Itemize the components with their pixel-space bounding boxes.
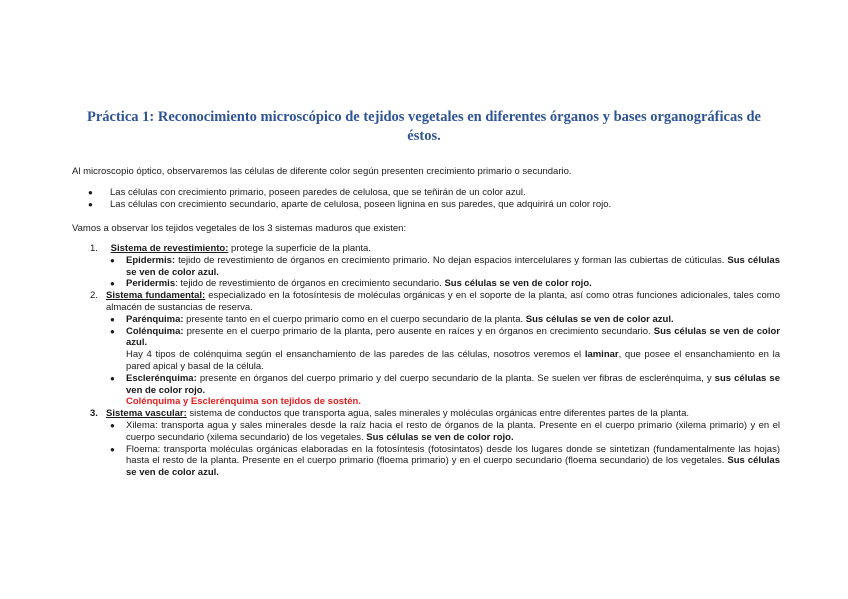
bullet-text: Las células con crecimiento primario, poseen paredes de celulosa, que se teñirán de un color azul. — [110, 187, 526, 198]
bullet-marker: ● — [88, 200, 93, 209]
colenquima-note — [108, 349, 780, 373]
tissue-term: Peridermis — [126, 278, 176, 290]
system-vascular — [72, 408, 780, 479]
item-number: 3. — [90, 408, 98, 420]
bullet-marker: ● — [110, 373, 115, 383]
system-desc: sistema de conductos que transporta agua, sales minerales y moléculas orgánicas entre diferentes partes de la planta. — [186, 408, 689, 420]
tissue-color: Sus células se ven de color rojo. — [444, 278, 592, 290]
tissue-color: Sus células se ven de color azul. — [126, 455, 780, 479]
tissue-term: Epidermis: — [126, 254, 176, 266]
tissue-text: presente en órganos del cuerpo primario y del cuerpo secundario de la planta. Se suelen ver fibras de esclerénquima, y — [196, 372, 715, 384]
list-item — [108, 255, 780, 279]
system-desc: protege la superficie de la planta. — [228, 243, 371, 254]
system-name: Sistema vascular: — [106, 408, 187, 420]
tissue-color: Sus células se ven de color azul. — [525, 313, 674, 325]
list-item — [108, 373, 780, 397]
list-item — [108, 278, 780, 290]
bullet-marker: ● — [110, 279, 115, 289]
intro-paragraph: Al microscopio óptico, observaremos las células de diferente color según presenten crecimiento primario o secundario. — [72, 166, 572, 177]
tissue-text: tejido de revestimiento de órganos en crecimiento primario. No dejan espacios intercelulares y forman las cubiertas de cúticulas. — [175, 254, 728, 266]
tissue-color: Sus células se ven de color azul. — [126, 254, 780, 278]
list-item — [108, 314, 780, 326]
bullet-text: Las células con crecimiento secundario, aparte de celulosa, poseen lignina en sus paredes, que adquirirá un color rojo. — [110, 199, 612, 210]
bullet-marker: ● — [110, 314, 115, 324]
note-bold-term: laminar — [584, 349, 619, 361]
tissue-text: presente en el cuerpo primario de la planta, pero ausente en raíces y en órganos en crecimiento secundario. — [183, 325, 654, 337]
tissue-term: Colénquima: — [126, 325, 184, 337]
tissue-color: sus células se ven de color rojo. — [126, 372, 780, 396]
system-name: Sistema fundamental: — [106, 290, 206, 302]
note-text: Hay 4 tipos de colénquima según el ensanchamiento de las paredes de las células, nosotros veremos el — [126, 349, 585, 361]
system-revestimiento — [72, 243, 780, 290]
systems-list — [72, 243, 780, 479]
bullet-marker: ● — [110, 444, 115, 454]
bullet-marker: ● — [110, 420, 115, 430]
tissue-color: Sus células se ven de color rojo. — [366, 431, 514, 443]
tissue-term: Parénquima: — [126, 313, 184, 325]
item-number: 2. — [90, 290, 98, 302]
tissue-text: Xilema: transporta agua y sales minerales desde la raíz hacia el resto de órganos de la planta. Presente en el cuerpo primario (xilema primario) y en el cuerpo secundario (xilema secundario) de los vegetales. — [126, 419, 780, 443]
system-desc: especializado en la fotosíntesis de moléculas orgánicas y en el soporte de la planta, así como otras funciones adicionales, tales como almacén de sustancias de reserva. — [106, 290, 781, 313]
tissue-text: presente tanto en el cuerpo primario como en el cuerpo secundario de la planta. — [183, 313, 526, 325]
bullet-marker: ● — [88, 188, 93, 197]
system-fundamental — [72, 290, 780, 408]
system-name: Sistema de revestimiento: — [110, 243, 229, 254]
systems-lead-text: Vamos a observar los tejidos vegetales de los 3 sistemas maduros que existen: — [72, 223, 407, 234]
bullet-marker: ● — [110, 326, 115, 336]
list-item — [72, 187, 772, 199]
tissue-text: : tejido de revestimiento de órganos en crecimiento secundario. — [175, 278, 445, 290]
note-text: , que posee el ensanchamiento en la pared apical y basal de la célula. — [126, 349, 781, 372]
tissue-text: Floema: transporta moléculas orgánicas elaboradas en la fotosíntesis (fotosintatos) desde los lugares donde se sintetizan (fundamentalmente las hojas) hasta el resto de la planta. Presente en el cuerpo primario (floema primario) y en el cuerpo secundario (floema secundario) de los vegetales. — [126, 443, 780, 467]
list-item — [108, 444, 780, 479]
list-item — [72, 199, 772, 211]
tissue-color: Sus células se ven de color azul. — [126, 325, 780, 349]
list-item — [108, 420, 780, 444]
item-number: 1. — [90, 243, 98, 254]
support-tissue-note: Colénquima y Esclerénquima son tejidos de sostén. — [126, 396, 361, 408]
list-item — [108, 326, 780, 350]
color-bullet-list — [72, 187, 772, 211]
tissue-term: Esclerénquima: — [126, 372, 197, 384]
page-title: Práctica 1: Reconocimiento microscópico de tejidos vegetales en diferentes órganos y bases organográficas de éstos. — [87, 109, 761, 144]
bullet-marker: ● — [110, 255, 115, 265]
